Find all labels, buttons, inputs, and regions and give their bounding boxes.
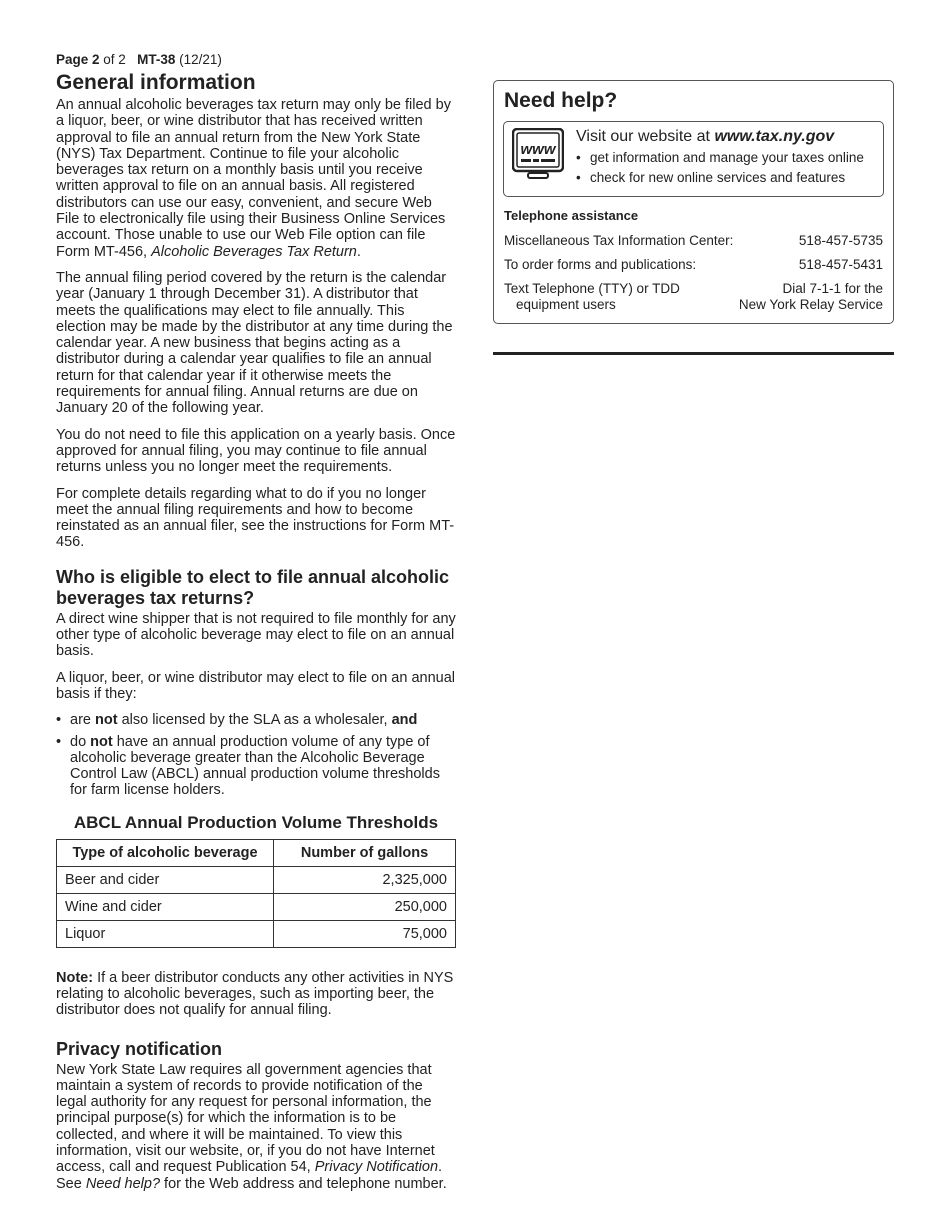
telephone-number: 518-457-5735 bbox=[798, 233, 883, 248]
b2-text-b: have an annual production volume of any type of alcoholic beverage greater than the Alcoholic Beverage Control Law (ABCL) annual production volume thresholds for farm license holders. bbox=[70, 733, 440, 799]
telephone-heading: Telephone assistance bbox=[504, 208, 639, 223]
beverage-type-cell: Liquor bbox=[57, 920, 274, 947]
b1-not: not bbox=[95, 712, 118, 729]
general-p1-text: An annual alcoholic beverages tax return may only be filed by a liquor, beer, or wine distributor that has received written approval to file an annual return from the New York State (NYS) Tax Department. Continue to file your alcoholic beverages tax return on a monthly basis until you receive written approval to file on an annual basis. All registered distributors can use our easy, convenient, and secure Web File to electronically file using their Business Online Services account. Those unable to use our Web File option can file Form MT-456, bbox=[56, 97, 451, 260]
privacy-text-c: for the Web address and telephone number. bbox=[160, 1175, 447, 1192]
www-icon-text: www bbox=[520, 141, 556, 158]
general-paragraph-3: You do not need to file this application on a yearly basis. Once approved for annual filing, you may continue to file annual returns unless you no longer meet the requirements. bbox=[56, 426, 456, 476]
page-header bbox=[56, 52, 456, 67]
header-beverage-type: Type of alcoholic beverage bbox=[57, 839, 274, 866]
need-help-heading: Need help? bbox=[504, 89, 618, 112]
privacy-pub-title: Privacy Notification bbox=[314, 1159, 439, 1176]
telephone-label: Miscellaneous Tax Information Center: bbox=[504, 233, 734, 248]
tty-value-line1: Dial 7-1-1 for the bbox=[782, 281, 883, 296]
form-mt456-title: Alcoholic Beverages Tax Return bbox=[151, 243, 357, 260]
horizontal-rule bbox=[493, 352, 894, 355]
computer-monitor-icon bbox=[512, 128, 564, 180]
general-paragraph-2: The annual filing period covered by the return is the calendar year (January 1 through December 31). A distributor that meets the qualifications may elect to file annually. This election may be made by the distributor at any time during the calendar year. A new business that begins acting as a distributor during a calendar year qualifies to file an annual return for that calendar year if it otherwise meets the requirements for annual filing. Annual returns are due on January 20 of the following year. bbox=[56, 269, 453, 417]
header-gallons: Number of gallons bbox=[274, 839, 456, 866]
website-bullet: • get information and manage your taxes online bbox=[576, 150, 864, 166]
privacy-text-a: New York State Law requires all government agencies that maintain a system of records to provide notification of the legal authority for any request for personal information, the principal purpose(s) for which the information is to be collected, and where it will be maintained. To view this information, visit our website, or, if you do not have Internet access, call and request Publication 54, bbox=[56, 1061, 435, 1176]
beverage-type-cell: Beer and cider bbox=[57, 866, 274, 893]
table-row bbox=[57, 920, 456, 947]
thresholds-table-title: ABCL Annual Production Volume Thresholds bbox=[73, 812, 439, 832]
eligibility-heading: Who is eligible to elect to file annual alcoholic beverages tax returns? bbox=[56, 566, 450, 608]
note-paragraph bbox=[56, 970, 456, 1019]
eligibility-paragraph-1: A direct wine shipper that is not required to file monthly for any other type of alcoholic beverage may elect to file on an annual basis. bbox=[56, 610, 456, 660]
eligibility-bullet-1 bbox=[56, 712, 456, 728]
right-column bbox=[493, 80, 894, 324]
tty-value-line2: New York Relay Service bbox=[738, 297, 883, 312]
telephone-number: 518-457-5431 bbox=[798, 257, 883, 272]
eligibility-bullet-2 bbox=[56, 734, 456, 799]
website-text bbox=[576, 128, 864, 190]
page-label: Page 2 bbox=[56, 52, 100, 67]
general-p1-end: . bbox=[356, 243, 361, 260]
visit-prefix: Visit our website at bbox=[576, 128, 715, 145]
b1-text-a: are bbox=[70, 712, 95, 729]
website-link[interactable]: www.tax.ny.gov bbox=[714, 128, 835, 145]
eligibility-list bbox=[56, 712, 456, 798]
eligibility-paragraph-2: A liquor, beer, or wine distributor may elect to file on an annual basis if they: bbox=[56, 669, 455, 702]
telephone-row bbox=[503, 233, 884, 249]
b2-text-a: do bbox=[70, 733, 91, 750]
table-row bbox=[57, 866, 456, 893]
table-row bbox=[57, 893, 456, 920]
b1-and: and bbox=[391, 712, 418, 729]
visit-website-line bbox=[576, 128, 864, 146]
general-paragraph-4: For complete details regarding what to do if you no longer meet the annual filing requirements and how to become reinstated as an annual filer, see the instructions for Form MT-456. bbox=[56, 485, 455, 551]
privacy-text-b: . See bbox=[56, 1159, 443, 1192]
telephone-label: To order forms and publications: bbox=[504, 257, 697, 272]
website-box bbox=[503, 121, 884, 197]
form-id: MT-38 bbox=[137, 52, 176, 67]
form-date: (12/21) bbox=[179, 52, 222, 67]
tty-label bbox=[504, 281, 680, 313]
thresholds-table bbox=[56, 839, 456, 948]
tty-row bbox=[503, 281, 884, 313]
b1-text-b: also licensed by the SLA as a wholesaler, bbox=[117, 712, 392, 729]
gallons-cell: 75,000 bbox=[274, 920, 456, 947]
left-column bbox=[56, 52, 456, 1202]
table-header-row bbox=[57, 839, 456, 866]
need-help-box bbox=[493, 80, 894, 324]
tty-label-line1: Text Telephone (TTY) or TDD bbox=[504, 281, 680, 296]
website-bullet: • check for new online services and features bbox=[576, 170, 864, 186]
tty-label-line2: equipment users bbox=[516, 297, 616, 312]
gallons-cell: 2,325,000 bbox=[274, 866, 456, 893]
privacy-heading: Privacy notification bbox=[56, 1038, 223, 1059]
note-label: Note: bbox=[56, 969, 94, 986]
page-of: of 2 bbox=[103, 52, 126, 67]
tty-value bbox=[739, 281, 883, 313]
beverage-type-cell: Wine and cider bbox=[57, 893, 274, 920]
website-bullets bbox=[576, 150, 864, 186]
gallons-cell: 250,000 bbox=[274, 893, 456, 920]
privacy-paragraph bbox=[56, 1062, 456, 1192]
privacy-need-help-ref: Need help? bbox=[85, 1175, 161, 1192]
general-paragraph-1 bbox=[56, 97, 456, 260]
b2-not: not bbox=[90, 733, 113, 750]
note-text: If a beer distributor conducts any other activities in NYS relating to alcoholic beverages, such as importing beer, the distributor does not qualify for annual filing. bbox=[56, 969, 454, 1019]
general-information-heading: General information bbox=[56, 71, 256, 94]
telephone-row bbox=[503, 257, 884, 273]
